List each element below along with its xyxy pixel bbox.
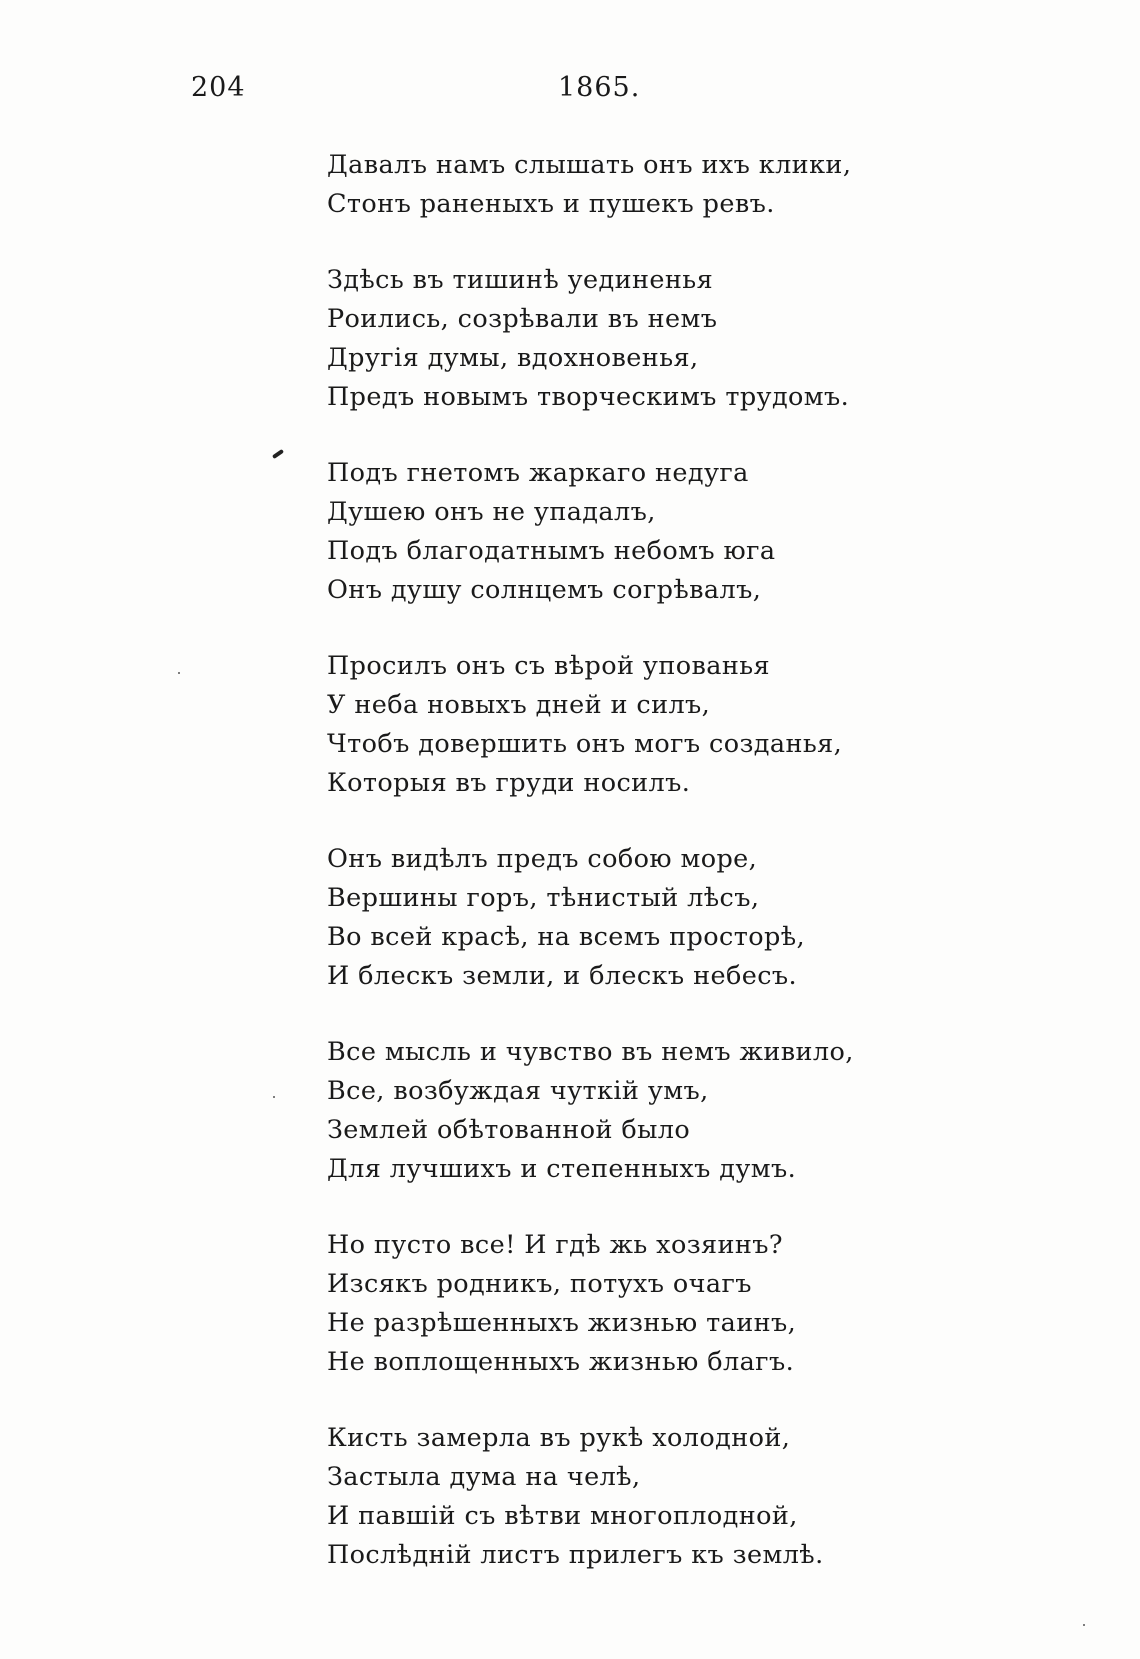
poem-line: Подъ благодатнымъ небомъ юга xyxy=(327,536,776,566)
poem-line: Не воплощенныхъ жизнью благъ. xyxy=(327,1347,795,1377)
poem-line: Стонъ раненыхъ и пушекъ ревъ. xyxy=(327,189,775,219)
stanza-5 xyxy=(327,840,1027,996)
margin-pencil-mark xyxy=(272,449,284,459)
poem-line: Застыла дума на челѣ, xyxy=(327,1462,641,1492)
poem-line: И павшій съ вѣтви многоплодной, xyxy=(327,1501,798,1531)
poem-line: Но пусто все! И гдѣ жь хозяинъ? xyxy=(327,1230,783,1260)
poem-line: Все, возбуждая чуткій умъ, xyxy=(327,1076,709,1106)
stanza-7 xyxy=(327,1226,1027,1382)
poem-line: Все мысль и чувство въ немъ живило, xyxy=(327,1037,854,1067)
poem-line: Подъ гнетомъ жаркаго недуга xyxy=(327,458,749,488)
poem-line: Онъ видѣлъ предъ собою море, xyxy=(327,844,758,874)
poem-line: Послѣдній листъ прилегъ къ землѣ. xyxy=(327,1540,824,1570)
poem-line: Во всей красѣ, на всемъ просторѣ, xyxy=(327,922,805,952)
poem-line: Для лучшихъ и степенныхъ думъ. xyxy=(327,1154,797,1184)
running-head-year: 1865. xyxy=(558,72,641,103)
poem-line: У неба новыхъ дней и силъ, xyxy=(327,690,711,720)
poem-line: Другія думы, вдохновенья, xyxy=(327,343,699,373)
stanza-2 xyxy=(327,261,1027,417)
poem-line: Изсякъ родникъ, потухъ очагъ xyxy=(327,1269,752,1299)
poem-line: Просилъ онъ съ вѣрой упованья xyxy=(327,651,770,681)
poem-line: Вершины горъ, тѣнистый лѣсъ, xyxy=(327,883,760,913)
stanza-8 xyxy=(327,1419,1027,1575)
poem-line: Предъ новымъ творческимъ трудомъ. xyxy=(327,382,850,412)
page-number: 204 xyxy=(191,72,246,103)
paper-speck xyxy=(273,1096,275,1098)
poem-line: Чтобъ довершить онъ могъ созданья, xyxy=(327,729,843,759)
poem-line: Землей обѣтованной было xyxy=(327,1115,691,1145)
poem-line: И блескъ земли, и блескъ небесъ. xyxy=(327,961,798,991)
poem xyxy=(327,146,1027,1612)
poem-line: Кисть замерла въ рукѣ холодной, xyxy=(327,1423,791,1453)
stanza-6 xyxy=(327,1033,1027,1189)
poem-line: Которыя въ груди носилъ. xyxy=(327,768,691,798)
poem-line: Не разрѣшенныхъ жизнью таинъ, xyxy=(327,1308,797,1338)
stanza-1 xyxy=(327,146,1027,224)
poem-line: Давалъ намъ слышать онъ ихъ клики, xyxy=(327,150,852,180)
paper-speck xyxy=(1083,1624,1085,1626)
poem-line: Роились, созрѣвали въ немъ xyxy=(327,304,718,334)
poem-line: Онъ душу солнцемъ согрѣвалъ, xyxy=(327,575,762,605)
poem-line: Душею онъ не упадалъ, xyxy=(327,497,656,527)
stanza-3 xyxy=(327,454,1027,610)
stanza-4 xyxy=(327,647,1027,803)
poem-line: Здѣсь въ тишинѣ уединенья xyxy=(327,265,714,295)
paper-speck xyxy=(178,672,180,674)
